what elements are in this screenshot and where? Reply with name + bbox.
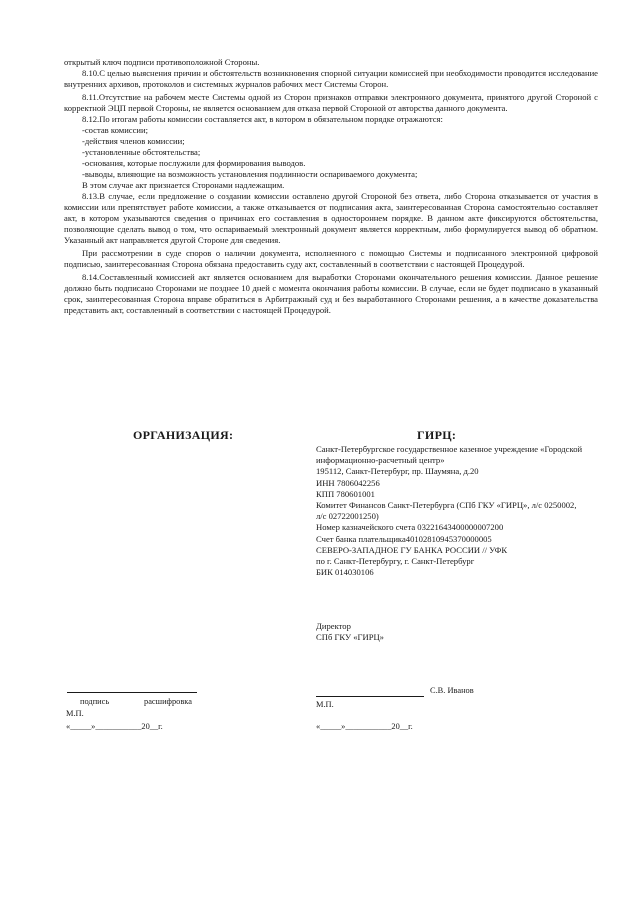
requisite-finance-committee: Комитет Финансов Санкт-Петербурга (СПб ГКУ «ГИРЦ», л/с 0250002, <box>316 500 577 511</box>
requisite-address: 195112, Санкт-Петербург, пр. Шаумяна, д.20 <box>316 466 479 477</box>
paragraph: -выводы, влияющие на возможность установления подлинности оспариваемого документа; <box>82 169 418 179</box>
right-date-line: «_____»___________20__г. <box>316 722 413 731</box>
requisite-bank-city: по г. Санкт-Петербургу, г. Санкт-Петербург <box>316 556 475 567</box>
paragraph: -состав комиссии; <box>82 125 149 135</box>
paragraph: 8.10.С целью выяснения причин и обстоятельств возникновения спорной ситуации комиссией при необходимости проводится исследование внутренних архивов, протоколов и системных журналов рабочих мест Системы Сторон. <box>64 68 598 89</box>
paragraph: В этом случае акт признается Сторонами надлежащим. <box>82 180 285 190</box>
left-sign-label: подпись <box>80 697 110 706</box>
paragraph: -основания, которые послужили для формирования выводов. <box>82 158 306 168</box>
requisite-inn: ИНН 7806042256 <box>316 477 380 488</box>
right-stamp-label: М.П. <box>316 700 334 709</box>
director-organization: СПб ГКУ «ГИРЦ» <box>316 632 384 643</box>
director-block <box>316 621 384 643</box>
left-date-line: «_____»___________20__г. <box>66 722 163 731</box>
paragraph: 8.14.Составленный комиссией акт является основанием для выработки Сторонами окончательного решения комиссии. Данное решение должно быть подписано Сторонами не позднее 10 дней с момента окончания работы комиссии. В случае, если не будет подписано в указанный срок, заинтересованная Сторона вправе обратиться в Арбитражный суд и без выработанного Сторонами решения, а в качестве доказательства представить акт, составленный в соответствии с настоящей Процедурой. <box>64 272 598 315</box>
left-stamp-label: М.П. <box>66 709 84 718</box>
paragraph: открытый ключ подписи противоположной Стороны. <box>64 57 260 67</box>
girc-requisites <box>316 444 606 578</box>
agreement-body-text <box>64 57 598 316</box>
paragraph: -установленные обстоятельства; <box>82 147 201 157</box>
requisite-treasury-account: Номер казначейского счета 03221643400000007200 <box>316 522 504 533</box>
requisite-bik: БИК 014030106 <box>316 567 374 578</box>
left-decode-label: расшифровка <box>144 697 192 706</box>
requisite-bank-name: СЕВЕРО-ЗАПАДНОЕ ГУ БАНКА РОССИИ // УФК <box>316 544 508 555</box>
paragraph: 8.11.Отсутствие на рабочем месте Системы одной из Сторон признаков отправки электронного документа, принятого другой Стороной с корректной ЭЦП первой Стороны, не является основанием для отказа первой Стороной от авторства данного документа. <box>64 92 598 113</box>
party-title-girc: ГИРЦ: <box>417 428 457 442</box>
director-name: С.В. Иванов <box>430 686 474 695</box>
paragraph: При рассмотрении в суде споров о наличии документа, исполненного с помощью Системы и подписанного электронной цифровой подписью, заинтересованная Сторона обязана предоставить суду акт, составленный в соответствии с настоящей Процедурой. <box>64 248 598 269</box>
party-title-organization: ОРГАНИЗАЦИЯ: <box>133 428 234 442</box>
requisite-personal-account: л/с 02722001250) <box>316 511 379 522</box>
director-position: Директор <box>316 621 351 631</box>
paragraph: 8.13.В случае, если предложение о создании комиссии оставлено другой Стороной без ответа, либо Сторона отказывается от участия в комиссии или препятствует работе комиссии, а также отказывается от подписания акта, заинтересованная Сторона самостоятельно составляет акт, в котором указываются сведения о причинах его составления в одностороннем порядке. В данном акте фиксируются обстоятельства, позволяющие сделать вывод о том, что оспариваемый электронный документ является корректным, либо формулируется вывод об обратном. Указанный акт направляется другой Стороне для сведения. <box>64 191 598 245</box>
requisite-kpp: КПП 780601001 <box>316 488 375 499</box>
right-signature-line <box>316 696 424 697</box>
left-signature-line <box>67 692 197 693</box>
requisite-bank-account: Счет банка плательщика40102810945370000005 <box>316 533 492 544</box>
requisite-org-name: Санкт-Петербургское государственное казенное учреждение «Городской информационно-расчетный центр» <box>316 444 583 466</box>
paragraph: -действия членов комиссии; <box>82 136 185 146</box>
paragraph: 8.12.По итогам работы комиссии составляется акт, в котором в обязательном порядке отражаются: <box>82 114 443 124</box>
